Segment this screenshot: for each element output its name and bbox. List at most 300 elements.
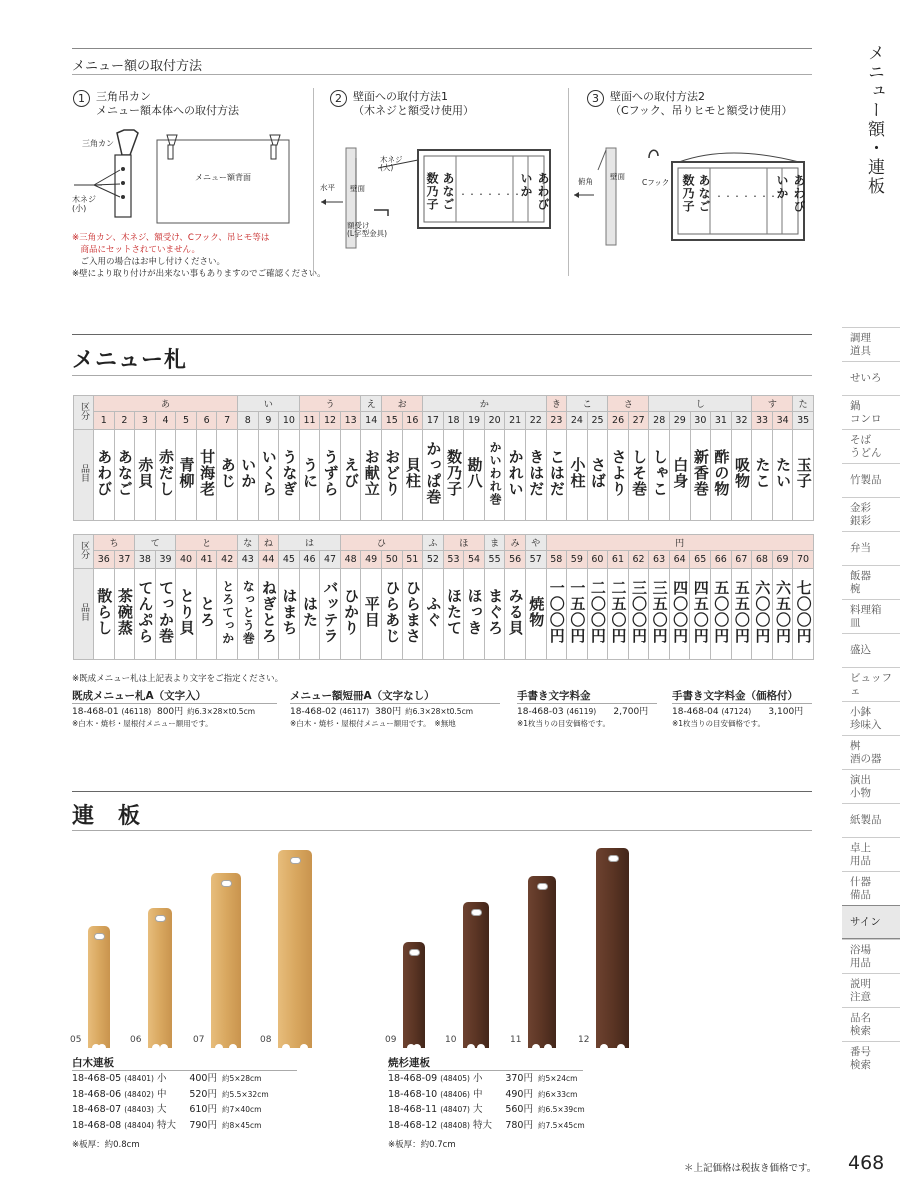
tab-21[interactable]: 番号 検索 (842, 1041, 900, 1075)
menu-card-text: ひらまさ (403, 580, 422, 644)
tab-9[interactable]: 盛込 (842, 633, 900, 667)
board-label: 12 (578, 1035, 590, 1045)
group-header: ほ (443, 535, 484, 551)
item-number: 41 (196, 551, 217, 569)
tab-5[interactable]: 金彩 銀彩 (842, 497, 900, 531)
menu-card (525, 430, 546, 521)
divider (72, 334, 812, 335)
menu-card-text: 六〇〇円 (753, 580, 772, 644)
tab-17[interactable]: サイン (842, 905, 900, 939)
item-number: 38 (135, 551, 156, 569)
menu-card-text: 散らし (95, 588, 114, 636)
menu-card (546, 569, 567, 660)
menu-card (299, 569, 320, 660)
menu-card-text: 勘八 (465, 457, 484, 489)
menu-card-text: 新香巻 (691, 449, 710, 497)
renban-row (388, 1102, 585, 1118)
renban-row (72, 1118, 269, 1134)
board-07 (211, 873, 241, 1048)
menu-card-text: 数乃子 (444, 449, 463, 497)
menu-card (176, 430, 197, 521)
group-header: き (546, 396, 567, 412)
menu-card (155, 430, 176, 521)
menu-card (587, 569, 608, 660)
menu-card-text: 青柳 (177, 457, 196, 489)
group-header: と (176, 535, 238, 551)
divider (568, 88, 569, 276)
item-number: 23 (546, 412, 567, 430)
renban-price: 790円 (189, 1119, 217, 1131)
menu-card (299, 430, 320, 521)
item-number: 11 (299, 412, 320, 430)
item-number: 13 (340, 412, 361, 430)
menu-card-text: かっぱ巻 (424, 441, 443, 505)
label-angle: 俯角 (578, 177, 593, 186)
item-number: 22 (525, 412, 546, 430)
menu-card (772, 569, 793, 660)
menu-card-text: 小柱 (568, 457, 587, 489)
menu-card-text: 二〇〇円 (588, 580, 607, 644)
frame-1-text-3: あわび (792, 174, 806, 213)
tab-20[interactable]: 品名 検索 (842, 1007, 900, 1041)
menu-card-text: ねぎとろ (259, 580, 278, 644)
board-label: 05 (70, 1035, 82, 1045)
yakisugi-list (388, 1071, 585, 1133)
item-number: 29 (670, 412, 691, 430)
menu-card-text: 四〇〇円 (671, 580, 690, 644)
menu-card-text: なっとう巻 (241, 579, 256, 645)
product-code: 18-468-02 (290, 707, 337, 717)
menu-card-text: みる貝 (506, 588, 525, 636)
item-number: 69 (772, 551, 793, 569)
note-4: ※壁により取り付けが出来ない事もありますのでご確認ください。 (72, 269, 326, 279)
menu-card (238, 569, 259, 660)
menu-card (258, 430, 279, 521)
renban-sub: (48406) (440, 1089, 470, 1099)
group-header: あ (94, 396, 238, 412)
item-number: 31 (711, 412, 732, 430)
item-number: 37 (114, 551, 135, 569)
menu-card (608, 569, 629, 660)
menu-card (155, 569, 176, 660)
tab-12[interactable]: 桝 酒の器 (842, 735, 900, 769)
divider (72, 48, 812, 49)
group-header: 円 (546, 535, 813, 551)
group-header: え (361, 396, 382, 412)
product-info (672, 706, 832, 730)
row-label-item-text: 品目 (79, 603, 89, 621)
tab-11[interactable]: 小鉢 珍味入 (842, 701, 900, 735)
menu-card (464, 569, 485, 660)
renban-grade: 小 (156, 1073, 167, 1084)
item-number: 51 (402, 551, 423, 569)
item-number: 49 (361, 551, 382, 569)
product-sub: (46117) (339, 707, 370, 716)
menu-card-text: 五〇〇円 (712, 580, 731, 644)
step-3-heading (587, 90, 792, 118)
menu-table-1 (73, 395, 814, 521)
item-number: 21 (505, 412, 526, 430)
tab-0[interactable]: 調理 道具 (842, 327, 900, 361)
menu-card-text: 甘海老 (198, 449, 217, 497)
step-1-line2: メニュー額本体への取付方法 (96, 104, 239, 117)
menu-card (484, 430, 505, 521)
label-level: 水平 (320, 183, 335, 192)
item-number: 36 (94, 551, 115, 569)
item-number: 44 (258, 551, 279, 569)
board-09 (403, 942, 425, 1048)
renban-sub: (48402) (124, 1089, 154, 1099)
group-header: ま (484, 535, 505, 551)
menu-card (690, 569, 711, 660)
renban-price: 370円 (505, 1073, 533, 1084)
board-08 (278, 850, 312, 1048)
renban-code: 18-468-09 (388, 1073, 438, 1084)
divider (290, 703, 500, 704)
menu-card-text: うずら (321, 449, 340, 497)
menu-card-text: 貝柱 (403, 457, 422, 489)
table-note: ※既成メニュー札は上記表より文字をご指定ください。 (72, 674, 284, 684)
tab-8[interactable]: 料理箱 皿 (842, 599, 900, 633)
menu-card-text: 吸物 (732, 457, 751, 489)
group-header: か (423, 396, 546, 412)
menu-card (587, 430, 608, 521)
page-number: 468 (848, 1152, 885, 1174)
frame-1-text-0: 数乃子 (681, 174, 695, 213)
tab-10[interactable]: ビュッフェ (842, 667, 900, 701)
item-number: 39 (155, 551, 176, 569)
item-number: 17 (423, 412, 444, 430)
step-2-line1: 壁面への取付方法1 (353, 90, 448, 103)
group-header: こ (567, 396, 608, 412)
product-price: 380円 (374, 707, 402, 717)
menu-card (217, 569, 238, 660)
menu-card (690, 430, 711, 521)
item-number: 33 (752, 412, 773, 430)
renban-code: 18-468-12 (388, 1119, 438, 1131)
product-code: 18-468-03 (517, 707, 564, 717)
renban-grade: 中 (156, 1088, 167, 1100)
menu-card (382, 430, 403, 521)
item-number: 50 (381, 551, 402, 569)
product-info (290, 706, 520, 730)
group-header: ち (94, 535, 135, 551)
step-1-line1: 三角吊カン (96, 90, 151, 103)
menu-card-text: お献立 (362, 449, 381, 497)
renban-grade: 特大 (156, 1119, 176, 1131)
tab-14[interactable]: 紙製品 (842, 803, 900, 837)
yakisugi-name: 焼杉連板 (388, 1057, 430, 1069)
menu-card (670, 430, 691, 521)
note-3: ご入用の場合はお申し付けください。 (72, 257, 226, 267)
renban-row (72, 1071, 269, 1087)
board-10 (463, 902, 489, 1048)
product-name: 手書き文字料金 (517, 690, 591, 702)
item-number: 12 (320, 412, 341, 430)
menu-card-text: こはだ (547, 449, 566, 497)
shiraki-name: 白木連板 (72, 1057, 114, 1069)
item-number: 9 (258, 412, 279, 430)
item-number: 65 (690, 551, 711, 569)
renban-grade: 中 (472, 1088, 483, 1100)
yakisugi-note: ※板厚：約0.7cm (388, 1140, 456, 1150)
menu-card-text: ふぐ (424, 596, 443, 628)
item-number: 62 (628, 551, 649, 569)
frame-0-text-0: 数乃子 (425, 172, 439, 211)
menu-card-text: ほたて (444, 588, 463, 636)
board-12 (596, 848, 629, 1048)
menu-card-text: ひかり (342, 588, 361, 636)
renban-title: 連 板 (72, 803, 142, 829)
board-label: 10 (445, 1035, 457, 1045)
install-notes (72, 232, 326, 280)
frame-1-text-1: あなご (697, 174, 711, 213)
menu-card-text: 赤だし (156, 449, 175, 497)
renban-code: 18-468-06 (72, 1088, 122, 1100)
step-2-number: 2 (330, 90, 347, 107)
menu-card (135, 569, 156, 660)
group-header: す (752, 396, 793, 412)
menu-card-text: さば (589, 457, 607, 489)
renban-size: 約5.5×32cm (221, 1089, 269, 1099)
tab-7[interactable]: 飯器 椀 (842, 565, 900, 599)
menu-card-text: 赤貝 (136, 457, 155, 489)
menu-card (279, 569, 300, 660)
renban-grade: 小 (472, 1073, 483, 1084)
board-label: 07 (193, 1035, 205, 1045)
renban-sub: (48407) (440, 1105, 470, 1114)
menu-card-text: てっか巻 (156, 580, 175, 644)
renban-row (388, 1087, 585, 1103)
renban-row (72, 1102, 269, 1118)
item-number: 8 (238, 412, 259, 430)
step-2-heading (330, 90, 474, 118)
menu-card (567, 569, 588, 660)
tab-18[interactable]: 浴場 用品 (842, 939, 900, 973)
menu-card (628, 569, 649, 660)
product-price: 3,100円 (768, 707, 804, 717)
group-header: お (382, 396, 423, 412)
menu-card (423, 430, 444, 521)
label-c-hook: Cフック (642, 178, 670, 187)
menu-card (525, 569, 546, 660)
row-label-group-text: 区分 (79, 401, 89, 420)
menu-card (217, 430, 238, 521)
menu-card-text: 茶碗蒸 (115, 588, 134, 636)
item-number: 52 (423, 551, 444, 569)
group-header: さ (608, 396, 649, 412)
menu-card-text: しそ巻 (630, 449, 649, 497)
board-06 (148, 908, 172, 1048)
item-number: 2 (114, 412, 135, 430)
tab-1[interactable]: せいろ (842, 361, 900, 395)
item-number: 28 (649, 412, 670, 430)
menu-card-text: いか (239, 457, 258, 489)
menu-card (443, 569, 464, 660)
menu-card-text: まぐろ (486, 588, 505, 636)
item-number: 24 (567, 412, 588, 430)
product-size: 約6.3×28×t0.5cm (187, 707, 256, 716)
product-name: 手書き文字料金（価格付） (672, 690, 798, 702)
row-label-group (74, 396, 94, 430)
menu-card (793, 569, 814, 660)
note-red-1: ※三角カン、木ネジ、額受け、Cフック、吊ヒモ等は (72, 233, 270, 243)
renban-sub: (48404) (124, 1120, 154, 1130)
item-number: 53 (443, 551, 464, 569)
renban-size: 約6×33cm (537, 1089, 578, 1099)
menu-card (464, 430, 485, 521)
renban-size: 約7×40cm (221, 1105, 262, 1114)
item-number: 54 (464, 551, 485, 569)
frame-0-text-2: いか (519, 172, 533, 198)
menu-title: メニュー札 (72, 347, 188, 373)
menu-card (94, 430, 115, 521)
menu-card-text: きはだ (527, 449, 546, 497)
menu-card (772, 430, 793, 521)
menu-card (381, 569, 402, 660)
renban-grade: 大 (156, 1104, 167, 1115)
product-info (72, 706, 297, 730)
menu-card-text: 玉子 (794, 457, 813, 489)
product-price: 2,700円 (613, 707, 649, 717)
tab-13[interactable]: 演出 小物 (842, 769, 900, 803)
menu-card (196, 569, 217, 660)
tab-2[interactable]: 鍋 コンロ (842, 395, 900, 429)
item-number: 43 (238, 551, 259, 569)
step-1-number: 1 (73, 90, 90, 107)
menu-card-text: はまち (280, 588, 299, 636)
menu-card (443, 430, 464, 521)
menu-card-text: バッテラ (321, 580, 340, 644)
item-number: 67 (731, 551, 752, 569)
menu-card (628, 430, 649, 521)
board-label: 08 (260, 1035, 272, 1045)
menu-card-text: はた (300, 596, 319, 628)
item-number: 40 (176, 551, 197, 569)
menu-card (94, 569, 115, 660)
menu-card-text: 平目 (362, 596, 381, 628)
item-number: 18 (443, 412, 464, 430)
product-note: ※1枚当りの目安価格です。 (517, 719, 610, 728)
renban-sub: (48408) (440, 1120, 470, 1130)
group-header: う (299, 396, 361, 412)
renban-code: 18-468-05 (72, 1073, 122, 1084)
product-size: 約6.3×28×t0.5cm (405, 707, 474, 716)
menu-card (649, 430, 670, 521)
shiraki-list (72, 1071, 269, 1133)
renban-price: 400円 (189, 1073, 217, 1084)
item-number: 48 (340, 551, 361, 569)
item-number: 30 (690, 412, 711, 430)
divider (517, 703, 657, 704)
menu-card-text: とろてっか (220, 579, 235, 645)
renban-sub: (48401) (124, 1074, 154, 1083)
item-number: 26 (608, 412, 629, 430)
renban-price: 560円 (505, 1104, 533, 1115)
menu-card (340, 569, 361, 660)
group-header: な (238, 535, 259, 551)
item-number: 63 (649, 551, 670, 569)
divider (72, 703, 277, 704)
tab-3[interactable]: そば うどん (842, 429, 900, 463)
group-header: ふ (423, 535, 444, 551)
tab-16[interactable]: 什器 備品 (842, 871, 900, 905)
product-sub: (47124) (721, 707, 752, 716)
label-wall: 壁面 (350, 184, 365, 193)
renban-size: 約5×28cm (221, 1074, 262, 1083)
group-header: い (238, 396, 300, 412)
menu-card (114, 569, 135, 660)
menu-card (402, 569, 423, 660)
menu-card (258, 569, 279, 660)
menu-card-text: かれい (506, 449, 525, 497)
frame-1-text-2: いか (775, 174, 789, 200)
menu-card (176, 569, 197, 660)
menu-card (402, 430, 423, 521)
tab-6[interactable]: 弁当 (842, 531, 900, 565)
menu-card (669, 569, 690, 660)
menu-card-text: 焼物 (527, 596, 546, 628)
tab-19[interactable]: 説明 注意 (842, 973, 900, 1007)
renban-size: 約6.5×39cm (537, 1105, 585, 1114)
menu-card (752, 430, 773, 521)
menu-card-text: てんぷら (136, 580, 155, 644)
step-3-line2: （Cフック、吊りヒモと額受け使用） (610, 104, 793, 117)
label-frame-holder: 額受け (L字型金具) (347, 221, 388, 238)
item-number: 34 (772, 412, 793, 430)
tab-4[interactable]: 竹製品 (842, 463, 900, 497)
menu-card-text: とり貝 (177, 588, 196, 636)
item-number: 47 (320, 551, 341, 569)
menu-card-text: うに (301, 457, 319, 489)
item-number: 45 (279, 551, 300, 569)
product-info (517, 706, 677, 730)
step-2-line2: （木ネジと額受け使用） (353, 104, 474, 117)
item-number: 27 (628, 412, 649, 430)
row-label-item-text: 品目 (79, 464, 89, 482)
item-number: 16 (402, 412, 423, 430)
menu-card (320, 430, 341, 521)
install-title: メニュー額の取付方法 (72, 59, 203, 74)
renban-code: 18-468-10 (388, 1088, 438, 1100)
divider (72, 74, 812, 75)
label-large-screw: 木ネジ (大) (380, 155, 403, 172)
item-number: 70 (793, 551, 814, 569)
product-note: ※白木・焼杉・屋根付メニュー額用です。 (72, 719, 213, 728)
tab-15[interactable]: 卓上 用品 (842, 837, 900, 871)
menu-card-text: えび (342, 457, 361, 489)
item-number: 20 (484, 412, 505, 430)
renban-price: 490円 (505, 1088, 533, 1100)
frame-0-text-1: あなご (441, 172, 455, 211)
board-label: 09 (385, 1035, 397, 1045)
menu-card (711, 569, 732, 660)
board-05 (88, 926, 110, 1048)
product-code: 18-468-04 (672, 707, 719, 717)
product-code: 18-468-01 (72, 707, 119, 717)
group-header: し (649, 396, 752, 412)
menu-card-text: ひらあじ (383, 580, 402, 644)
menu-card-text: しゃこ (650, 449, 669, 497)
product-price: 800円 (156, 707, 184, 717)
tax-footnote: ＊上記価格は税抜き価格です。 (684, 1163, 817, 1174)
renban-grade: 特大 (472, 1119, 492, 1131)
menu-card (484, 569, 505, 660)
row-label-item (74, 569, 94, 660)
group-header: は (279, 535, 341, 551)
product-note: ※1枚当りの目安価格です。 (672, 719, 765, 728)
item-number: 66 (711, 551, 732, 569)
